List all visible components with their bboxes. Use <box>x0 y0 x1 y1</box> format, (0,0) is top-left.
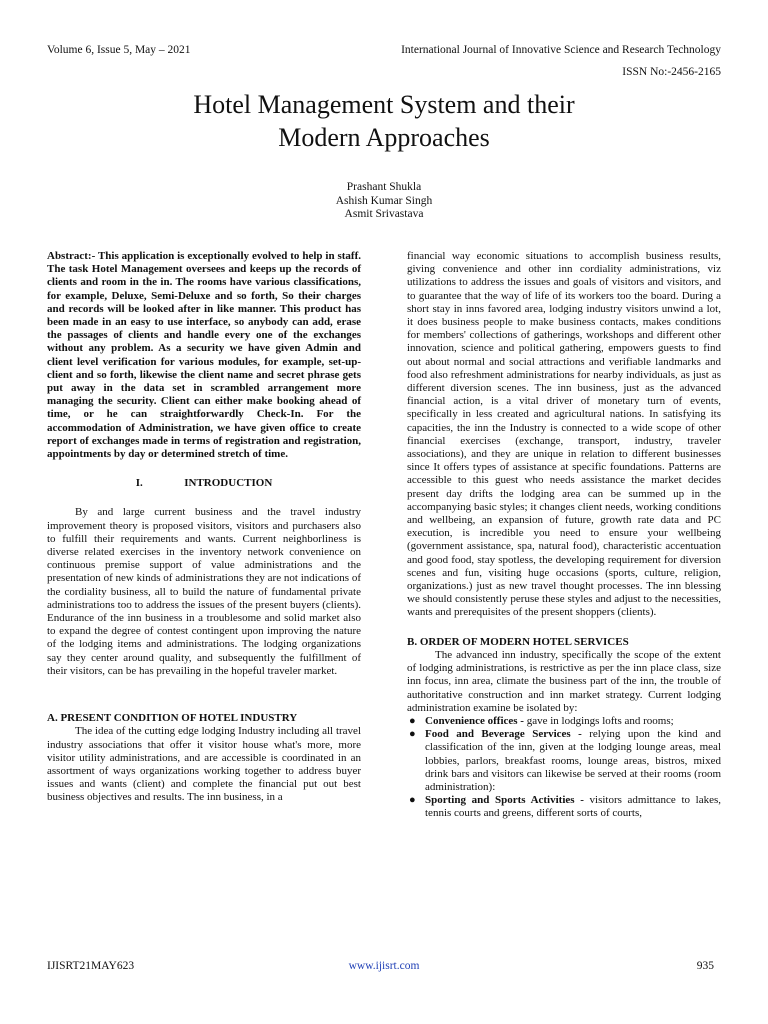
introduction-title: INTRODUCTION <box>184 477 273 490</box>
list-item-term: Food and Beverage Services - <box>425 728 582 741</box>
list-item-term: Convenience offices - <box>425 714 524 727</box>
left-column <box>47 250 361 805</box>
journal-name: International Journal of Innovative Science and Research Technology <box>401 44 721 56</box>
issn: ISSN No:-2456-2165 <box>622 66 721 78</box>
section-a-heading: A. PRESENT CONDITION OF HOTEL INDUSTRY <box>47 712 298 725</box>
introduction-paragraph: By and large current business and the travel industry improvement theory is proposed visitors, visitors and purchasers also to fulfill their requirements and wants. Current neighborliness is diverse related exercises in the inventory network convenience on continuous premise support of value administrations and the presentation of new kinds of administrations they are not indications of the cordiality business, all to build the nature of fundamental private administrations too to address the issues of the present buyers (clients). Endurance of the inn business in a troublesome and solid market also to expand the degree of contest contingent upon improving the nature of the lodging items and administrations. The lodging organizations say they center around quality, and subsequently the fulfillment of their visitors, can be has prevailing in the hopeful traveler market. <box>47 506 361 677</box>
bullet-icon: ● <box>409 794 416 807</box>
paper-code: IJISRT21MAY623 <box>47 960 135 972</box>
introduction-number: I. <box>135 477 143 490</box>
title-line-1: Hotel Management System and their <box>193 90 575 119</box>
services-list <box>407 715 721 821</box>
list-item-text: visitors admittance to lakes, tennis courts and greens, different sorts of courts, <box>425 794 721 820</box>
bullet-icon: ● <box>409 728 416 741</box>
title-line-2: Modern Approaches <box>278 123 490 152</box>
abstract: Abstract:- This application is exceptionally evolved to help in staff. The task Hotel Management oversees and keeps up the records of clients and room in the in. The rooms have various classifications, for example, Deluxe, Semi-Deluxe and so forth, So their charges and records will be looked after in like manner. This product has been made in an easy to use interface, so anybody can add, erase the passages of clients and handle every one of the exchanges without any problem. As a security we have given Admin and client level verification for various modules, for example, set-up-client and so forth, likewise the client name and secret phrase gets put away in the data set in scrambled arrangement more managing the security. Client can either make booking ahead of time, or he can straightforwardly Check-In. For the accommodation of Administration, we have given office to create report of exchanges made in terms of registration and registration, appointments by day or determined stretch of time. <box>47 250 361 461</box>
author: Prashant Shukla <box>346 181 422 193</box>
section-b-heading: B. ORDER OF MODERN HOTEL SERVICES <box>407 635 629 648</box>
page-number: 935 <box>696 960 714 972</box>
list-item-term: Sporting and Sports Activities - <box>425 794 584 807</box>
list-item-text: gave in lodgings lofts and rooms; <box>523 714 674 727</box>
journal-url-link[interactable]: www.ijisrt.com <box>348 960 420 972</box>
author-list <box>0 181 768 222</box>
list-item <box>407 794 721 820</box>
list-item-text: relying upon the kind and classification of the inn, given at the lodging lounge areas, meal lobbies, parlors, breakfast rooms, lounge areas, bistros, mixed drink bars and visitors can likewise be served at their rooms (room administration): <box>425 728 721 793</box>
bullet-icon: ● <box>409 714 416 727</box>
section-b-paragraph: The advanced inn industry, specifically the scope of the extent of lodging administrations, is restrictive as per the inn place class, size inn focus, inn area, climate the business part of the inn, the trouble of authoritative construction and inn market strategy. Current lodging administration examine be isolated by: <box>407 648 721 714</box>
right-column <box>407 250 721 821</box>
list-item <box>407 715 721 728</box>
author: Asmit Srivastava <box>344 208 424 220</box>
volume-issue: Volume 6, Issue 5, May – 2021 <box>47 44 191 56</box>
introduction-heading <box>47 477 361 490</box>
paper-title <box>0 88 768 154</box>
section-a-paragraph: The idea of the cutting edge lodging Industry including all travel industry associations that offer it visitor house what's more, more visitor utility administrations, and are accessible is coordinated in an assortment of ways organizations working together to address buyer issues and wants (client) and complete the financial put out best business objectives and results. The inn business, in a <box>47 725 361 804</box>
list-item <box>407 728 721 794</box>
author: Ashish Kumar Singh <box>335 194 433 207</box>
continued-paragraph: financial way economic situations to accomplish business results, giving convenience and other inn cordiality administrations, viz utilizations to address the issues and goals of visitors and visitors, and to guarantee that the way of life of its workers too the board. During a short stay in inns favored area, lodging industry visitors unwind a lot, it does business people to make business contacts, makes conditions for members' collections of gatherings, workshops and different other innovation, science and political gathering, empowers guests to find out about normal and social attractions and verifiable landmarks and food also refreshment administrations for nearby individuals, as just as different diversion scenes. The inn business, just as the advanced financial action, is a vital driver of monetary turn of events, specifically in less created and agricultural nations. In satisfying its capacities, the inn the Industry is connected to a wide scope of other financial exercises (exchange, transport, industry, traveler associations), and they are unique in relation to different businesses since It offers types of assistance at specific foundations. Patterns are accessible to this guest who needs assistance the market decides present day drifts the lodging area can be summed up in the accompanying basic styles; it changes client needs, working conditions and wellbeing, an expansion of future, growth rate data and PC execution, is incredible you need to ensure your wellbeing (government assistance, spa, natural food), characteristic accentuation and good food, stay spotless, the developing requirement for diversion scenes and fun, visiting huge occasions (sports, culture, religion, organizations.) just as new travel thought processes. The inn blessing we should consistently peruse these styles and adjust to the necessities, wants and prerequisites of the present shoppers (clients). <box>407 250 721 619</box>
